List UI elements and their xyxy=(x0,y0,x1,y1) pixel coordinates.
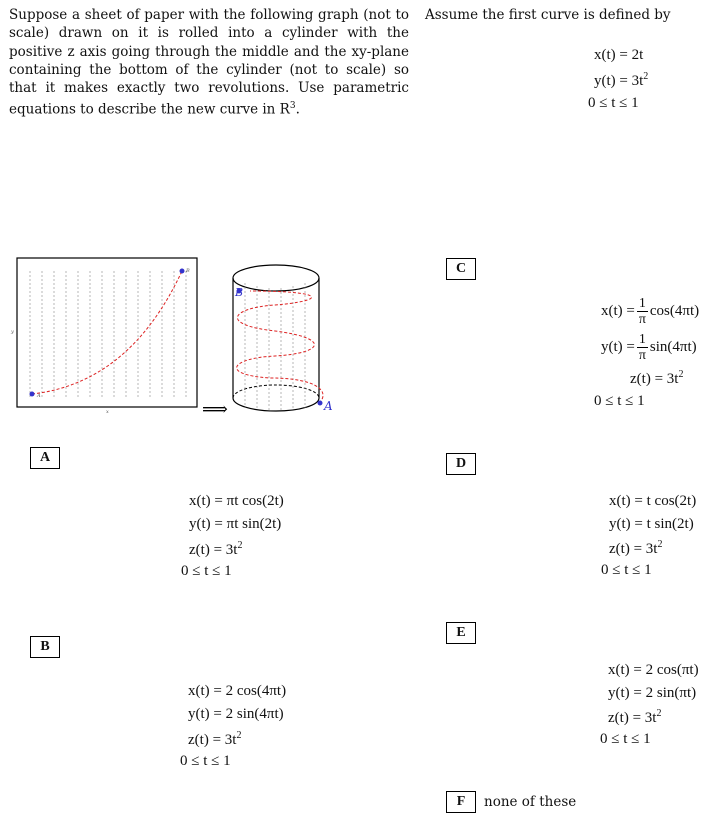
given-range: 0 ≤ t ≤ 1 xyxy=(588,95,639,111)
problem-intro-text: Suppose a sheet of paper with the following graph (not to scale) drawn on it is rolled into a cylinder with the positive z axis going through the middle and the xy-plane containing the bottom of the cylinder (not to scale) so that it makes exactly two revolutions. Use parametric equations to describe the new curve in R xyxy=(9,7,409,118)
option-c-z: $z(t) = 3t^2$ xyxy=(630,369,684,387)
problem-period: . xyxy=(295,101,300,118)
assume-text: Assume the first curve is defined by xyxy=(425,7,671,23)
cyl-label-a: A xyxy=(324,399,333,413)
option-c-box[interactable]: C xyxy=(446,258,476,280)
option-a-y: y(t) = πt sin(2t) xyxy=(189,516,282,532)
given-y: $y(t) = 3t^2$ xyxy=(594,71,649,89)
option-a-x: x(t) = πt cos(2t) xyxy=(189,493,284,509)
option-a-z: $z(t) = 3t^2$ xyxy=(189,540,243,558)
option-d-range: 0 ≤ t ≤ 1 xyxy=(601,562,652,578)
option-c-x: x(t) = $\frac{1}{\pi}$ cos(4πt) xyxy=(601,296,700,327)
option-b-x: x(t) = 2 cos(4πt) xyxy=(188,683,287,699)
option-c-y: y(t) = $\frac{1}{\pi}$ sin(4πt) xyxy=(601,332,697,363)
option-b-z: $z(t) = 3t^2$ xyxy=(188,730,242,748)
option-a-box[interactable]: A xyxy=(30,447,60,469)
option-d-box[interactable]: D xyxy=(446,453,476,475)
option-f-box[interactable]: F xyxy=(446,791,476,813)
option-b-y: y(t) = 2 sin(4πt) xyxy=(188,706,284,722)
option-e-z: $z(t) = 3t^2$ xyxy=(608,708,662,726)
sheet-curve xyxy=(32,271,182,394)
option-a-range: 0 ≤ t ≤ 1 xyxy=(181,563,232,579)
option-b-box[interactable]: B xyxy=(30,636,60,658)
option-f-text: none of these xyxy=(484,794,577,810)
option-c-range: 0 ≤ t ≤ 1 xyxy=(594,393,645,409)
sheet-label-b: B xyxy=(186,268,190,274)
problem-superscript: 3 xyxy=(289,101,296,112)
helix-curve xyxy=(237,291,323,403)
problem-statement xyxy=(9,6,409,119)
cyl-label-b: B xyxy=(235,286,244,299)
option-e-range: 0 ≤ t ≤ 1 xyxy=(600,731,651,747)
sheet-point-a xyxy=(30,392,35,397)
sheet-label-a: A xyxy=(37,393,41,399)
option-d-x: x(t) = t cos(2t) xyxy=(609,493,697,509)
figure xyxy=(10,253,370,428)
sheet-point-b xyxy=(180,269,185,274)
axis-label-y: y xyxy=(11,329,14,335)
option-e-y: y(t) = 2 sin(πt) xyxy=(608,685,697,701)
option-d-y: y(t) = t sin(2t) xyxy=(609,516,694,532)
arrow: ⟹ xyxy=(202,399,228,420)
cylinder xyxy=(233,265,333,413)
given-x: x(t) = 2t xyxy=(594,47,644,63)
axis-label-x: x xyxy=(106,409,109,415)
option-b-range: 0 ≤ t ≤ 1 xyxy=(180,753,231,769)
sheet-grid xyxy=(30,271,186,398)
cyl-point-a xyxy=(318,401,323,406)
option-d-z: $z(t) = 3t^2$ xyxy=(609,539,663,557)
option-e-x: x(t) = 2 cos(πt) xyxy=(608,662,699,678)
option-e-box[interactable]: E xyxy=(446,622,476,644)
paper-sheet xyxy=(17,258,197,407)
